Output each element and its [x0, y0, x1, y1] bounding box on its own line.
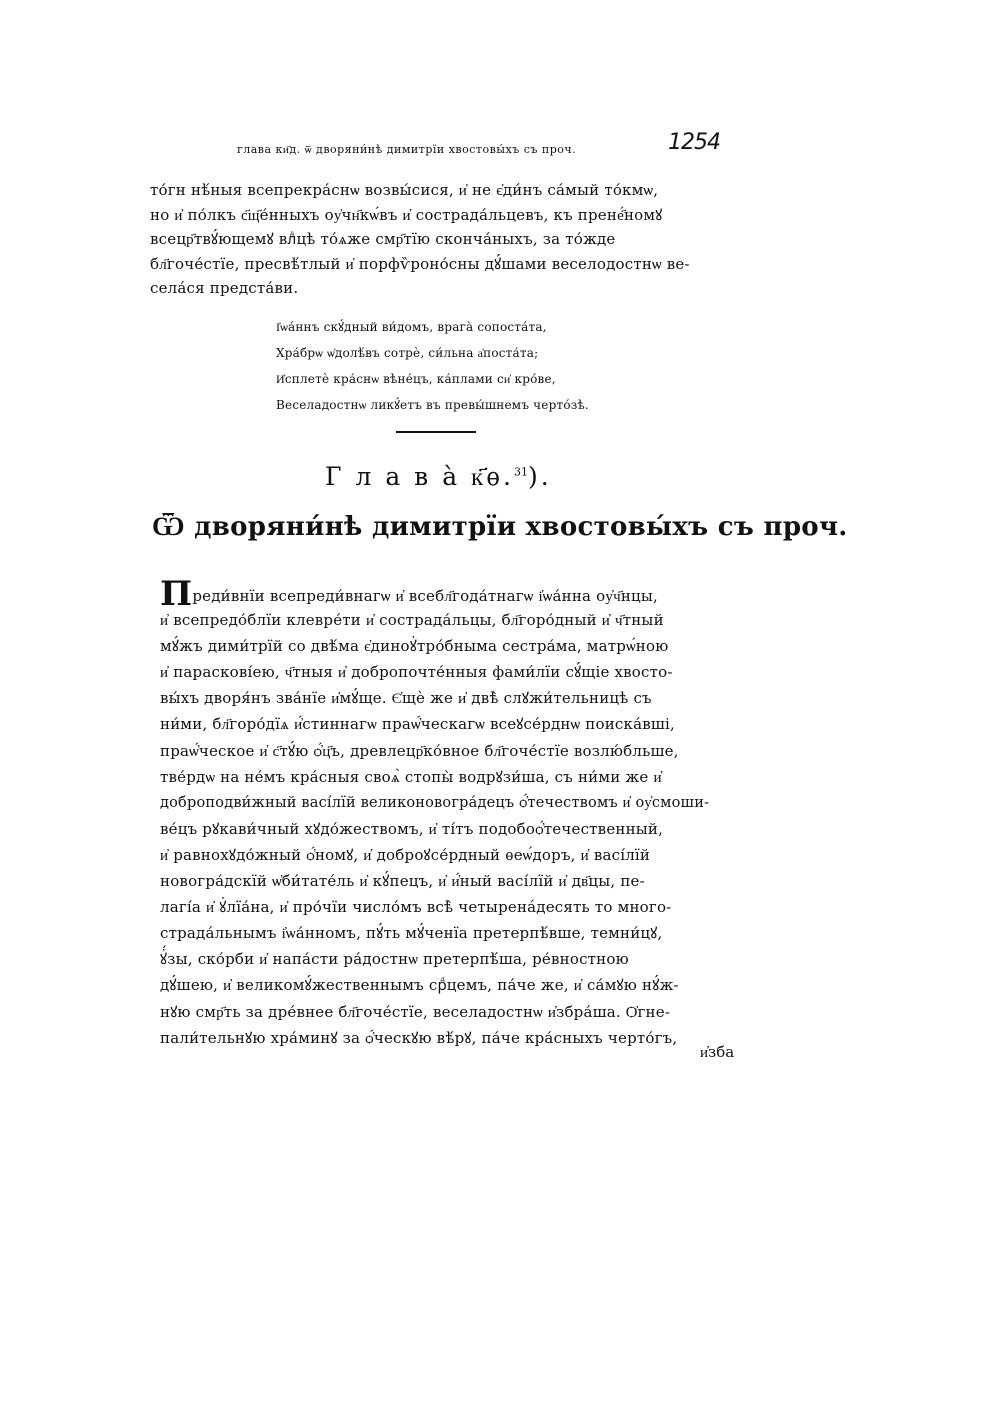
text-line: то́гн нѣ́ныя всепрекра́снѡ возвы́сися, и҆ не є҆ди́нъ са́мый то́кмѡ,: [150, 181, 659, 199]
text-line: ꙋ҆́зы, ско́рби и҆ напа́сти ра́достнѡ претерпѣ́ша, ре́вностною: [160, 950, 629, 969]
footnote-mark: 31: [513, 465, 528, 479]
text-line: и҆ всепредо́блїи клевре́ти и҆ сострада́льцы, бл҃горо́дный и҆ ч҃тный: [160, 611, 664, 630]
text-line: мꙋ́жъ дими́трїй со двѣ́ма є҆диноꙋ҆тро́бныма сестра́ма, матрѡ́ною: [160, 637, 669, 656]
text-line: вы́хъ дворя́нъ зва́нїе и҆мꙋ́ще. Є҆щѐ же и҆ двѣ̀ слꙋжи́тельницѣ съ: [160, 689, 652, 708]
chapter-label-closing: ).: [527, 462, 552, 491]
verse-block: [276, 314, 636, 418]
text-line: и҆ параскові́ею, ч҃тныя и҆ добропочте́нныя фами́лїи сꙋ́щіе хвосто-: [160, 663, 673, 682]
running-head: глава ки҃д. ѿ дворяни́нѣ димитрїи хвостовы́хъ съ проч.: [237, 143, 577, 156]
text-line: праѡ҆́ческое и҆ с҃тꙋ́ю ѻ҆́ц҃ъ, древлецр҃ко́вное бл҃гоче́стїе возлю́бльше,: [160, 741, 679, 760]
text-line: села́ся предста́ви.: [150, 279, 299, 297]
text-line: пали́тельнꙋю хра́минꙋ за ѻ҆́ческꙋю вѣ́рꙋ, па́че кра́сныхъ черто́гъ,: [160, 1028, 678, 1047]
text-line: страда́льнымъ і҆ѡа́нномъ, пꙋ́ть мꙋ́ченїа претерпѣ́вше, темни́цꙋ,: [160, 924, 663, 943]
chapter-body: [160, 574, 725, 1051]
verse-line: Хра́брѡ ѡ҆долѣ́въ сотрѐ, си́льна а҆поста́та;: [276, 346, 539, 360]
text-line: но и҆ по́лкъ с҃щ҃е́нныхъ оу҆чн҃кѡ́въ и҆ сострада́льцевъ, къ прене҃́номꙋ: [150, 205, 663, 224]
text-line: ве́цъ рꙋкави́чный хꙋдо́жествомъ, и҆ ті́тъ подобоѻ҆́течественный,: [160, 819, 664, 838]
drop-cap: П: [160, 574, 193, 614]
text-line: доброподви́жный васі́лїй великоновогра́децъ ѻ҆́течествомъ и҆ оу҆смоши-: [160, 794, 710, 811]
page-number: 1254: [668, 130, 720, 155]
chapter-heading: [325, 462, 552, 492]
text-line: бл҃гоче́стїе, пресвѣ́тлый и҆ порфѷроно́сны дꙋ́шами веселодостнѡ ве-: [150, 254, 690, 273]
text-line: и҆ равнохꙋдо́жный ѻ҆́номꙋ, и҆ доброꙋсе́рдный ѳеѡ́доръ, и҆ васі́лїй: [160, 845, 651, 864]
text-line: ни́ми, бл҃горо́дїѧ и҆́стиннагѡ праѡ҆́ческагѡ всеꙋсе́рднѡ поиска́вші,: [160, 715, 675, 734]
text-line: дꙋ́шею, и҆ великомꙋ́жественнымъ срⷣцемъ, па́че же, и҆ са́мꙋю нꙋ́ж-: [160, 976, 679, 995]
text-line: тве́рдѡ на не́мъ кра́сныя своѧ̀ стопы̀ водрꙋзи́ша, съ ни́ми же и҆: [160, 767, 662, 786]
verse-line: Веселадостнѡ ликꙋ́етъ въ превы́шнемъ черто́зѣ.: [276, 398, 589, 412]
verse-line: І҆ѡа́ннъ скꙋ́дный ви́домъ, врага̀ сопоста́та,: [276, 320, 547, 334]
chapter-label: Г л а в а̀ к҃ѳ.: [325, 462, 514, 491]
text-line: всецр҃твꙋ́ющемꙋ влⷣцѣ то́ѧже смр҃тїю сконча́ныхъ, за то́жде: [150, 230, 616, 248]
text-line-first: [160, 574, 725, 614]
text-line: нꙋю смр҃ть за дре́внее бл҃гоче́стїе, веселадостнѡ и҆збра́ша. Ѻ҆гне-: [160, 1002, 671, 1021]
catchword: и҆зба: [700, 1043, 735, 1061]
text-line: лагі́а и҆ ꙋ҆лїа́на, и҆ про́чїи число́мъ всѣ̀ четыренáдесять то много-: [160, 898, 672, 917]
lead-paragraph: [150, 178, 715, 301]
text-line-rest: реди́внїи всепреди́внагѡ и҆ всебл҃года́тнагѡ і҆ѡа́нна оу҆ч҃нцы,: [192, 587, 658, 605]
verse-line: И҆сплетѐ кра́снѡ вѣне́цъ, ка́плами си҆ кро́ве,: [276, 372, 556, 386]
chapter-title: Ѿ дворяни́нѣ димитрїи хвостовы́хъ съ проч.: [152, 512, 848, 542]
text-line: новогра́дскїй ѡ҆би́тате́ль и҆ кꙋ́пецъ, и҆ и҆́ный васі́лїй и҆ дв҃цы, пе-: [160, 872, 645, 891]
section-divider: [396, 431, 476, 433]
